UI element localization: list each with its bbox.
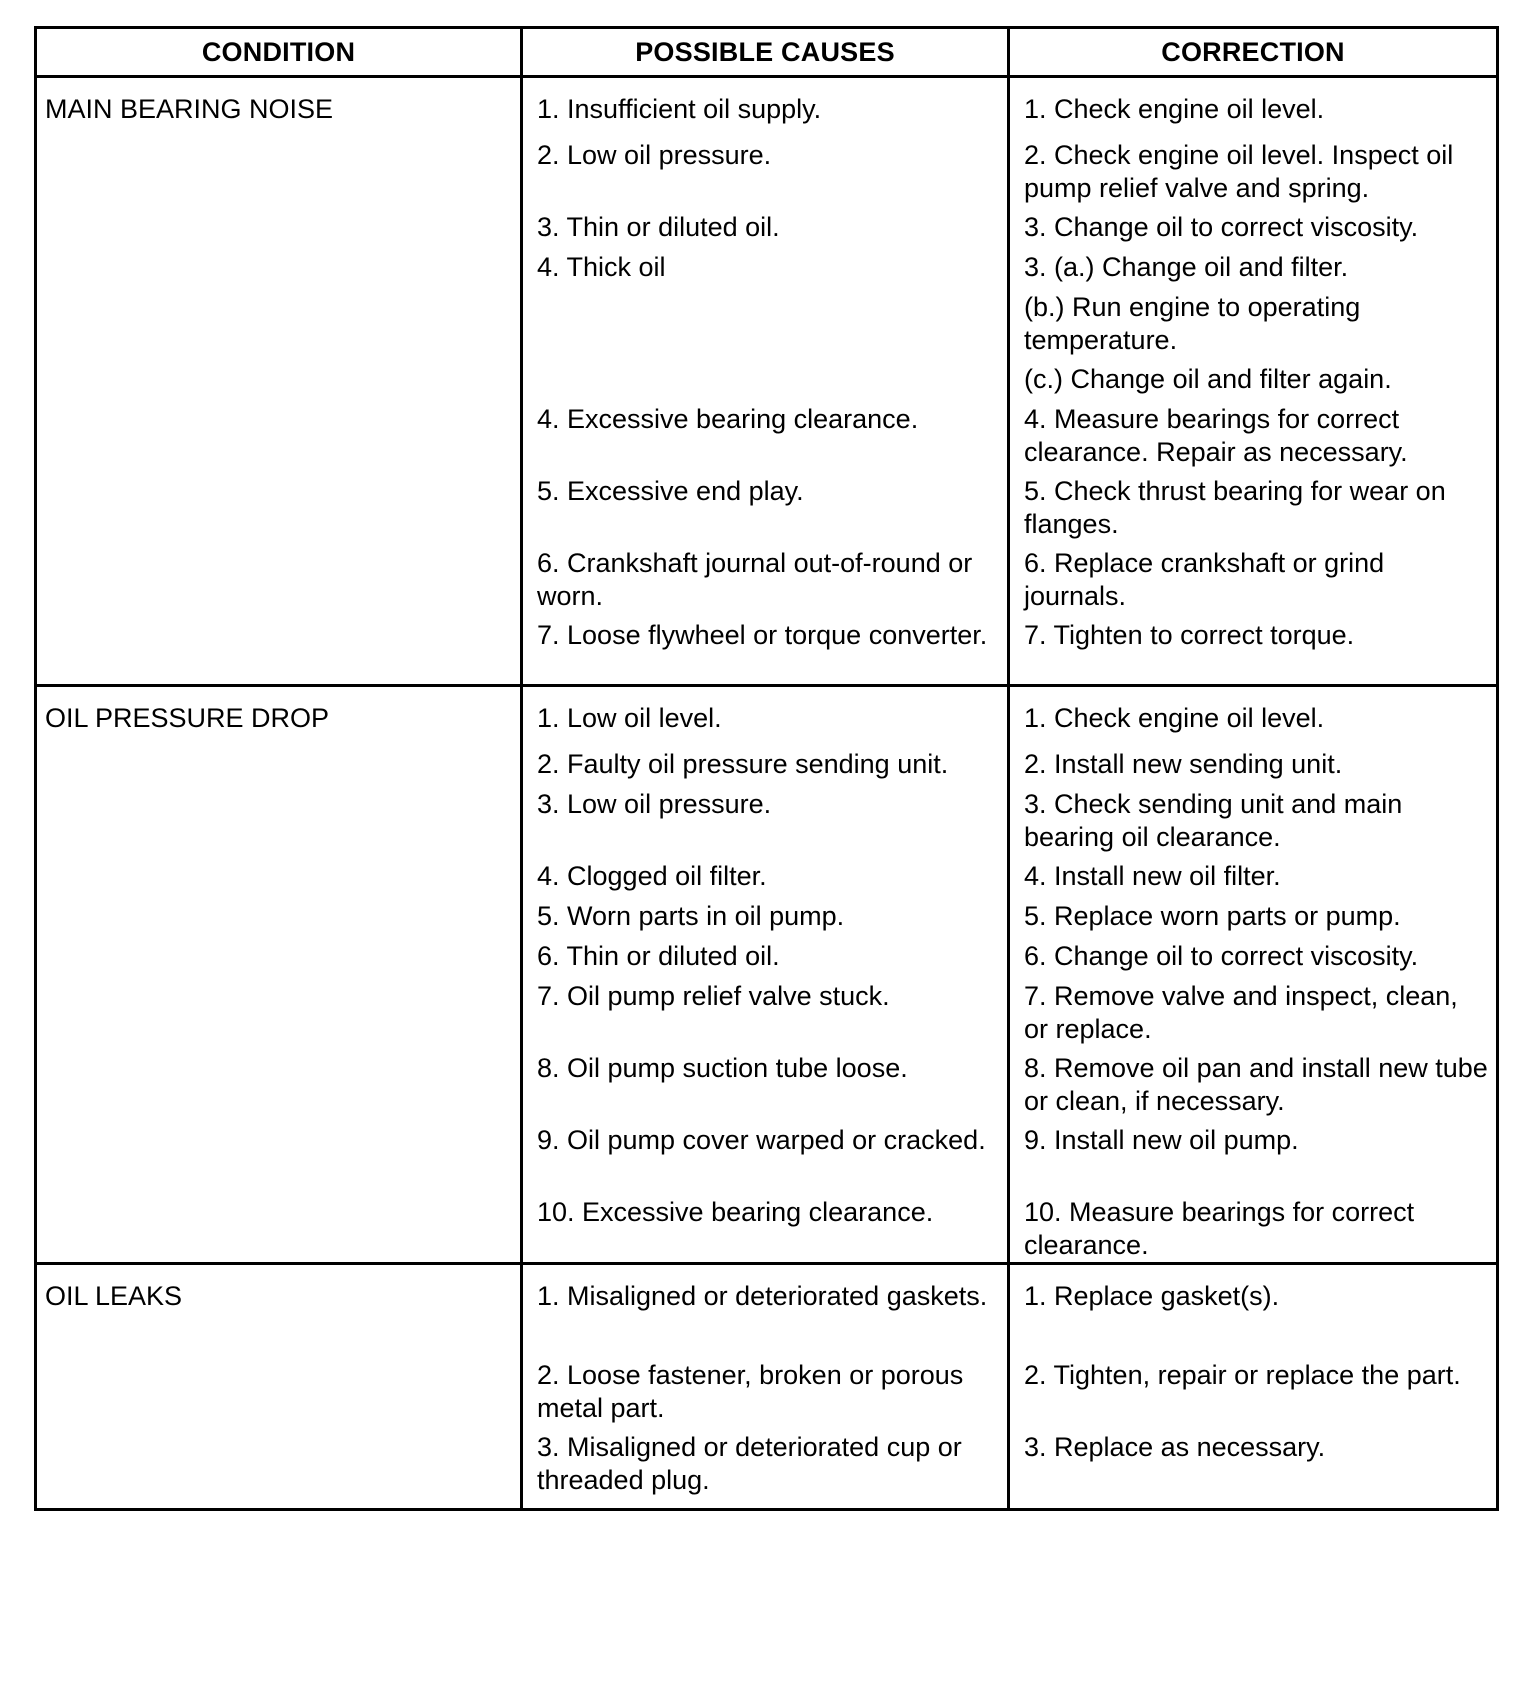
correction-text: (b.) Run engine to operating temperature. — [1024, 291, 1361, 355]
cause-cell — [522, 397, 1009, 469]
cause-cell — [522, 1190, 1009, 1264]
cause-text: 1. Low oil level. — [537, 703, 722, 733]
cause-cell — [522, 77, 1009, 133]
cause-cell — [522, 613, 1009, 686]
correction-cell — [1009, 742, 1498, 782]
cause-cell — [522, 974, 1009, 1046]
cause-text: 2. Loose fastener, broken or porous metal part. — [537, 1360, 964, 1423]
cause-cell — [522, 742, 1009, 782]
correction-text: 7. Remove valve and inspect, clean, or replace. — [1024, 980, 1458, 1044]
correction-text: 5. Check thrust bearing for wear on flanges. — [1024, 475, 1446, 539]
correction-cell — [1009, 686, 1498, 742]
correction-cell — [1009, 782, 1498, 854]
correction-text: 3. (a.) Change oil and filter. — [1024, 251, 1349, 282]
condition-label: OIL PRESSURE DROP — [45, 703, 330, 733]
cause-cell — [522, 285, 1009, 357]
cause-cell — [522, 934, 1009, 974]
cause-text: 10. Excessive bearing clearance. — [537, 1196, 934, 1227]
correction-text: 2. Check engine oil level. Inspect oil pump relief valve and spring. — [1024, 139, 1454, 203]
cause-text: 7. Loose flywheel or torque converter. — [537, 619, 988, 650]
correction-cell — [1009, 1118, 1498, 1190]
cause-text — [523, 357, 1007, 363]
correction-cell — [1009, 133, 1498, 205]
correction-text: 10. Measure bearings for correct clearance. — [1024, 1196, 1415, 1260]
cause-cell — [522, 854, 1009, 894]
cause-text — [523, 285, 1007, 291]
cause-cell — [522, 1118, 1009, 1190]
cause-text: 1. Misaligned or deteriorated gaskets. — [537, 1280, 988, 1311]
correction-cell — [1009, 613, 1498, 686]
correction-cell — [1009, 894, 1498, 934]
cause-text: 7. Oil pump relief valve stuck. — [537, 980, 890, 1011]
cause-text: 8. Oil pump suction tube loose. — [537, 1052, 908, 1083]
correction-text: 3. Replace as necessary. — [1024, 1432, 1326, 1462]
correction-text: 3. Change oil to correct viscosity. — [1024, 211, 1419, 242]
correction-text: 4. Measure bearings for correct clearance. Repair as necessary. — [1024, 403, 1408, 467]
cause-text: 5. Excessive end play. — [537, 475, 804, 506]
cause-cell — [522, 782, 1009, 854]
header-correction: CORRECTION — [1009, 28, 1498, 77]
correction-cell — [1009, 1353, 1498, 1425]
cause-text: 6. Thin or diluted oil. — [537, 940, 780, 971]
cause-text: 3. Low oil pressure. — [537, 788, 772, 819]
troubleshooting-table — [34, 26, 1499, 1511]
correction-cell — [1009, 245, 1498, 285]
cause-cell — [522, 245, 1009, 285]
correction-cell — [1009, 1190, 1498, 1264]
correction-text: 5. Replace worn parts or pump. — [1024, 900, 1401, 931]
correction-text: 1. Check engine oil level. — [1024, 703, 1325, 733]
cause-cell — [522, 1046, 1009, 1118]
correction-text: 2. Tighten, repair or replace the part. — [1024, 1360, 1461, 1390]
cause-cell — [522, 133, 1009, 205]
correction-cell — [1009, 205, 1498, 245]
correction-text: 8. Remove oil pan and install new tube or clean, if necessary. — [1024, 1052, 1488, 1116]
cause-text: 3. Thin or diluted oil. — [537, 211, 780, 242]
cause-cell — [522, 469, 1009, 541]
cause-cell — [522, 205, 1009, 245]
correction-cell — [1009, 397, 1498, 469]
cause-text: 9. Oil pump cover warped or cracked. — [537, 1124, 986, 1155]
correction-text: 4. Install new oil filter. — [1024, 860, 1281, 891]
cause-cell — [522, 1263, 1009, 1353]
cause-text: 1. Insufficient oil supply. — [537, 94, 822, 124]
cause-text: 3. Misaligned or deteriorated cup or threaded plug. — [537, 1432, 962, 1495]
cause-cell — [522, 541, 1009, 613]
condition-label: MAIN BEARING NOISE — [45, 94, 334, 124]
cause-cell — [522, 1353, 1009, 1425]
table-row — [36, 1263, 1498, 1353]
cause-cell — [522, 686, 1009, 742]
cause-cell — [522, 1425, 1009, 1509]
table-row — [36, 77, 1498, 133]
correction-cell — [1009, 469, 1498, 541]
condition-cell — [36, 1263, 522, 1509]
correction-text: 1. Check engine oil level. — [1024, 94, 1325, 124]
condition-cell — [36, 77, 522, 686]
header-row — [36, 28, 1498, 77]
correction-text: 1. Replace gasket(s). — [1024, 1280, 1280, 1311]
correction-cell — [1009, 854, 1498, 894]
header-possible-causes: POSSIBLE CAUSES — [522, 28, 1009, 77]
correction-cell — [1009, 1046, 1498, 1118]
correction-cell — [1009, 357, 1498, 397]
correction-cell — [1009, 934, 1498, 974]
correction-text: 7. Tighten to correct torque. — [1024, 619, 1355, 650]
cause-text: 5. Worn parts in oil pump. — [537, 900, 845, 931]
header-condition: CONDITION — [36, 28, 522, 77]
cause-text: 2. Faulty oil pressure sending unit. — [537, 748, 949, 779]
cause-text: 4. Clogged oil filter. — [537, 860, 767, 891]
condition-label: OIL LEAKS — [45, 1280, 183, 1311]
cause-text: 6. Crankshaft journal out-of-round or worn. — [537, 547, 973, 611]
cause-text: 4. Thick oil — [537, 251, 666, 282]
correction-text: 9. Install new oil pump. — [1024, 1124, 1299, 1155]
correction-cell — [1009, 1263, 1498, 1353]
condition-cell — [36, 686, 522, 1264]
cause-text: 2. Low oil pressure. — [537, 139, 772, 170]
cause-cell — [522, 357, 1009, 397]
correction-text: 6. Replace crankshaft or grind journals. — [1024, 547, 1385, 611]
correction-cell — [1009, 285, 1498, 357]
cause-cell — [522, 894, 1009, 934]
correction-text: 2. Install new sending unit. — [1024, 748, 1343, 779]
cause-text: 4. Excessive bearing clearance. — [537, 403, 919, 434]
table-row — [36, 686, 1498, 742]
correction-cell — [1009, 541, 1498, 613]
correction-cell — [1009, 974, 1498, 1046]
correction-text: (c.) Change oil and filter again. — [1024, 363, 1392, 394]
correction-text: 3. Check sending unit and main bearing oil clearance. — [1024, 788, 1403, 852]
correction-cell — [1009, 1425, 1498, 1509]
correction-text: 6. Change oil to correct viscosity. — [1024, 940, 1419, 971]
correction-cell — [1009, 77, 1498, 133]
